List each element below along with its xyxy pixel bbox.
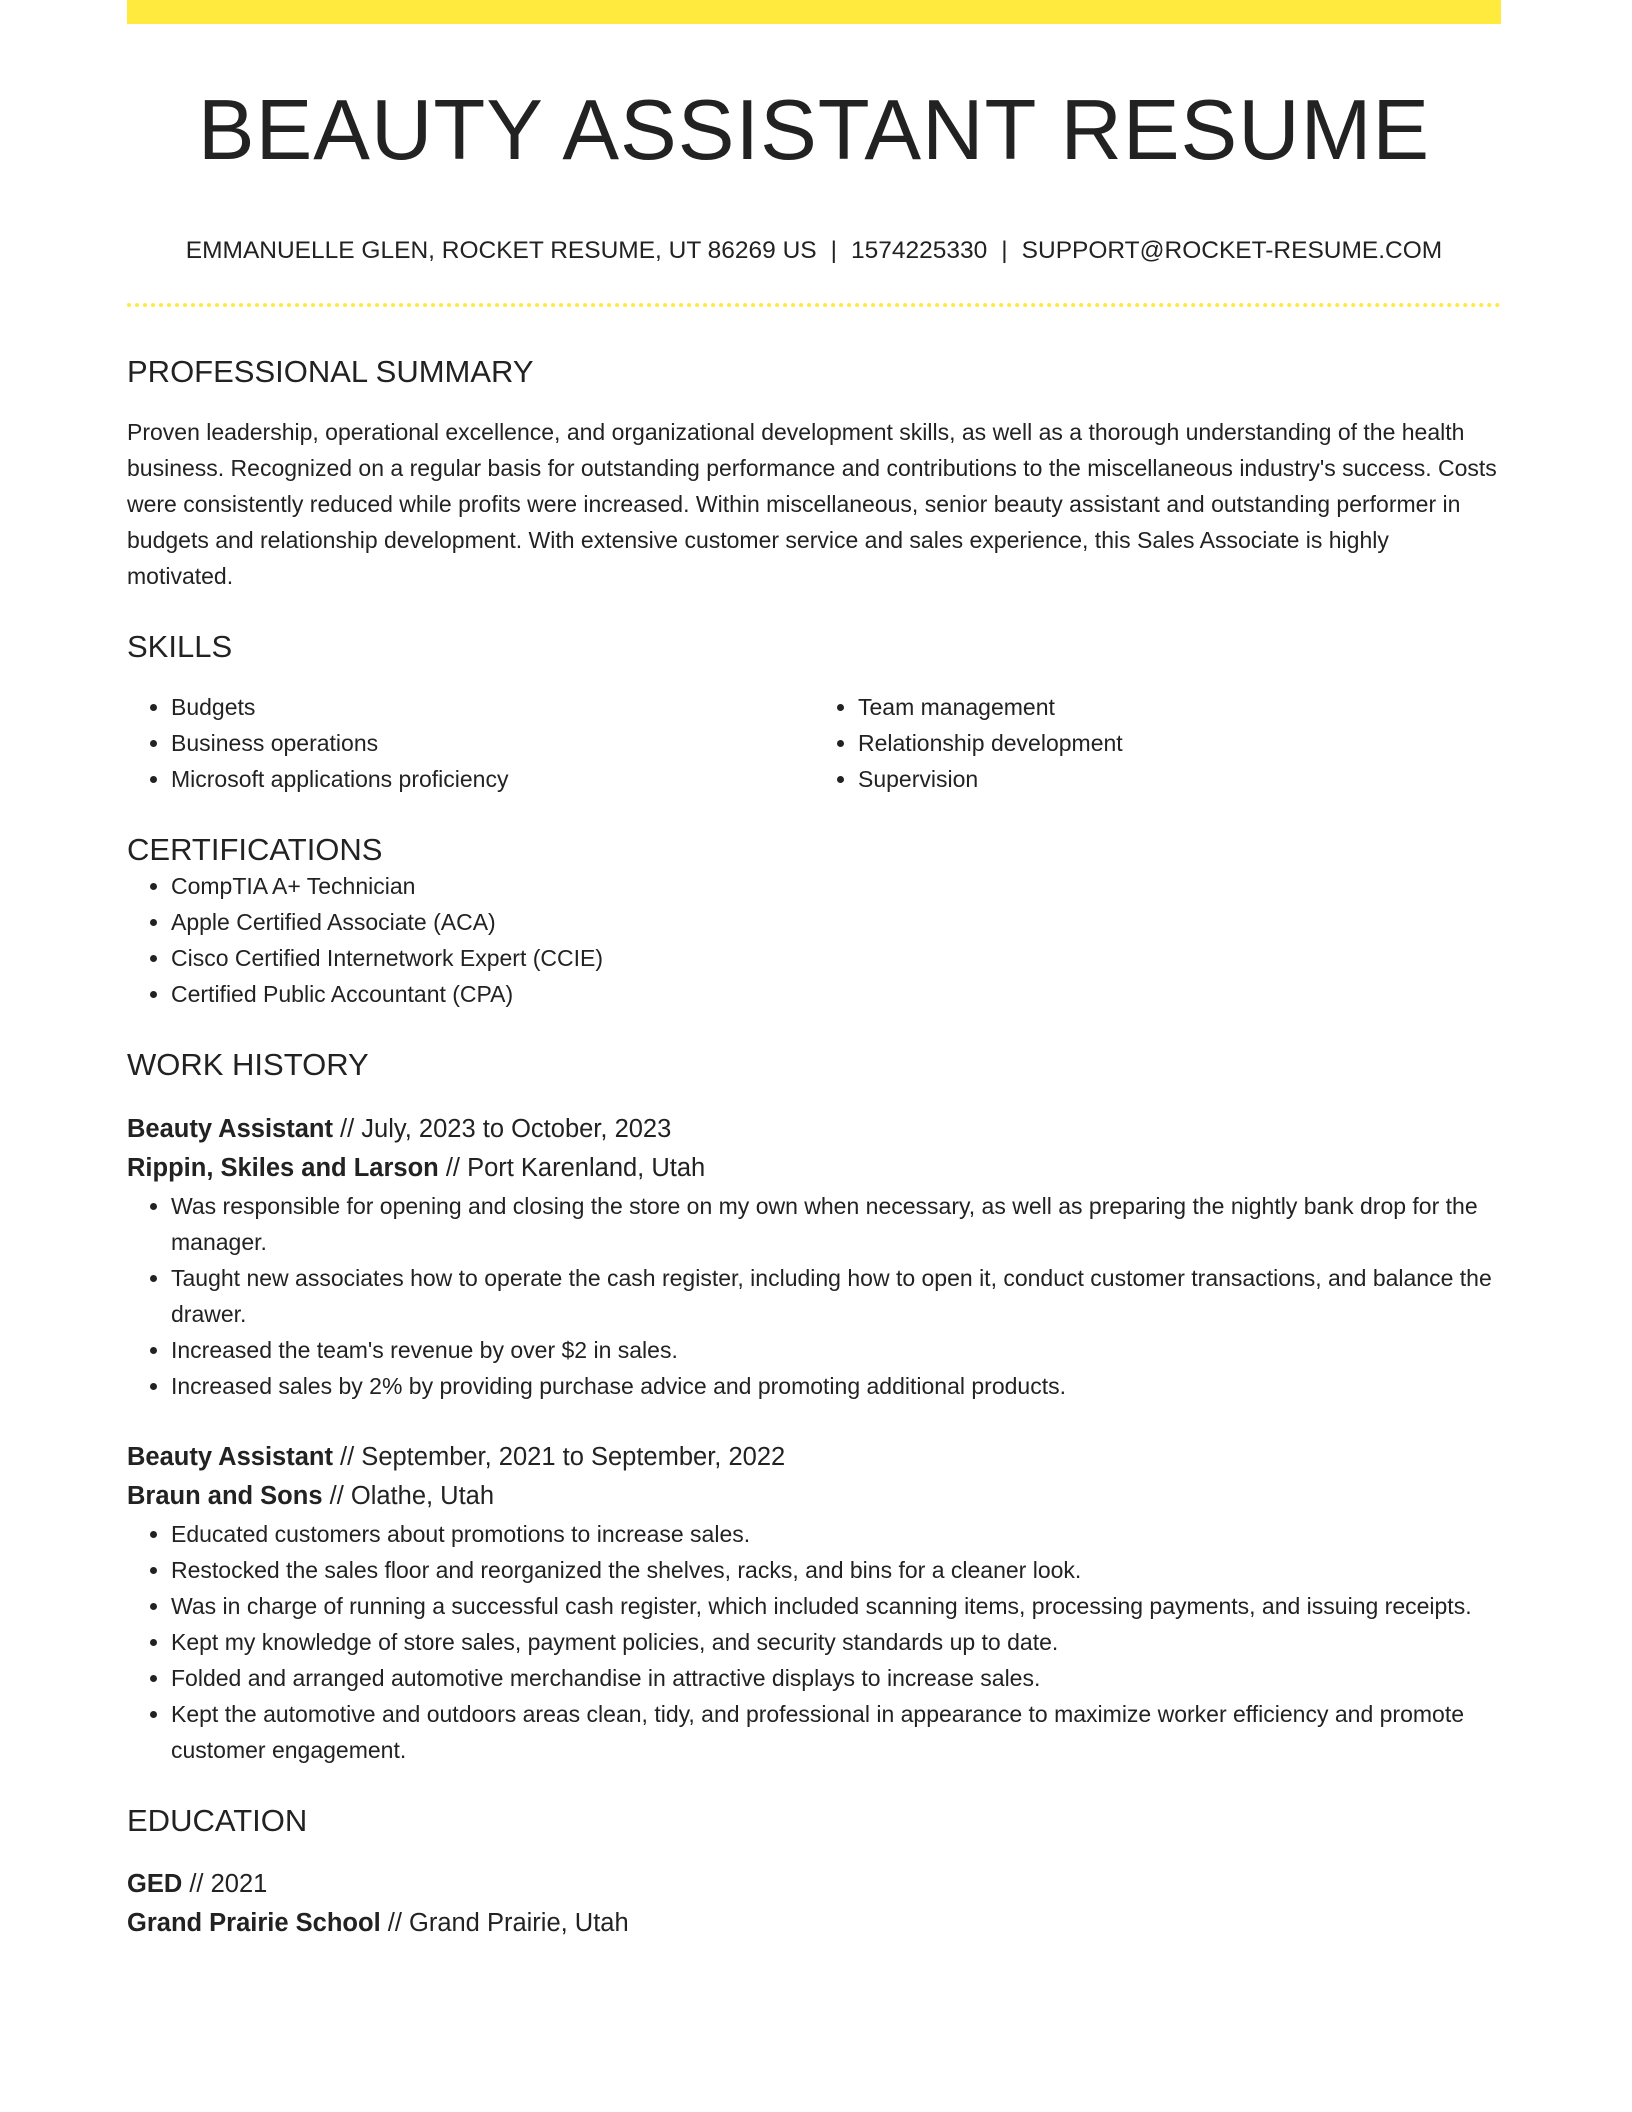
skill-item: • Team management [858, 689, 1501, 725]
resume-page [127, 0, 1501, 1943]
skills-right-list [814, 689, 1501, 797]
job-company-line [127, 1477, 1501, 1516]
job-duty-item: • Increased sales by 2% by providing purchase advice and promoting additional products. [171, 1368, 1501, 1404]
job-company: Braun and Sons [127, 1481, 323, 1510]
job-duty-item: • Restocked the sales floor and reorganized the shelves, racks, and bins for a cleaner look. [171, 1552, 1501, 1588]
resume-title: BEAUTY ASSISTANT RESUME [197, 83, 1431, 178]
job-location: // Olathe, Utah [322, 1481, 495, 1510]
job-title: Beauty Assistant [127, 1114, 333, 1143]
job-company: Rippin, Skiles and Larson [127, 1153, 439, 1182]
skills-left-list [127, 689, 814, 797]
job-title-line [127, 1110, 1501, 1149]
skill-item: • Supervision [858, 761, 1501, 797]
job-duty-item: • Educated customers about promotions to increase sales. [171, 1516, 1501, 1552]
job-duties-list [127, 1188, 1501, 1404]
job-location: // Port Karenland, Utah [438, 1153, 706, 1182]
job-title-line [127, 1438, 1501, 1477]
job-duty-item: • Kept the automotive and outdoors areas clean, tidy, and professional in appearance to maximize worker efficiency and promote customer engagement. [171, 1696, 1501, 1768]
top-accent-bar [127, 0, 1501, 24]
education-location: // Grand Prairie, Utah [380, 1908, 629, 1937]
certification-item: • Apple Certified Associate (ACA) [171, 904, 1501, 940]
contact-separator: | [1001, 236, 1008, 264]
education-year: // 2021 [182, 1869, 268, 1898]
contact-phone: 1574225330 [851, 236, 988, 264]
certification-item: • CompTIA A+ Technician [171, 868, 1501, 904]
job-duties-list [127, 1516, 1501, 1768]
skills-columns [127, 689, 1501, 797]
job-title: Beauty Assistant [127, 1442, 333, 1471]
job-duty-item: • Was in charge of running a successful cash register, which included scanning items, processing payments, and issuing receipts. [171, 1588, 1501, 1624]
job-duty-item: • Taught new associates how to operate the cash register, including how to open it, conduct customer transactions, and balance the drawer. [171, 1260, 1501, 1332]
skill-item: • Budgets [171, 689, 814, 725]
skill-item: • Microsoft applications proficiency [171, 761, 814, 797]
education-school-line [127, 1904, 1501, 1943]
education-degree-line [127, 1865, 1501, 1904]
certifications-list [127, 868, 1501, 1012]
education-school: Grand Prairie School [127, 1908, 381, 1937]
certification-item: • Certified Public Accountant (CPA) [171, 976, 1501, 1012]
skills-heading: SKILLS [127, 629, 233, 665]
dotted-divider [127, 303, 1501, 307]
skill-item: • Business operations [171, 725, 814, 761]
education-heading: EDUCATION [127, 1802, 308, 1838]
job-dates: // July, 2023 to October, 2023 [332, 1114, 672, 1143]
contact-email: SUPPORT@ROCKET-RESUME.COM [1021, 236, 1443, 264]
job-dates: // September, 2021 to September, 2022 [332, 1442, 786, 1471]
job-duty-item: • Was responsible for opening and closing the store on my own when necessary, as well as preparing the nightly bank drop for the manager. [171, 1188, 1501, 1260]
summary-text: Proven leadership, operational excellence, and organizational development skills, as well as a thorough understanding of the health business. Recognized on a regular basis for outstanding performance and contributions to the miscellaneous industry's success. Costs were consistently reduced while profits were increased. Within miscellaneous, senior beauty assistant and outstanding performer in budgets and relationship development. With extensive customer service and sales experience, this Sales Associate is highly motivated. [127, 419, 1497, 590]
contact-line [127, 236, 1501, 265]
skill-item: • Relationship development [858, 725, 1501, 761]
contact-address: EMMANUELLE GLEN, ROCKET RESUME, UT 86269 US [185, 236, 817, 264]
education-degree: GED [127, 1869, 183, 1898]
certification-item: • Cisco Certified Internetwork Expert (CCIE) [171, 940, 1501, 976]
job-duty-item: • Folded and arranged automotive merchandise in attractive displays to increase sales. [171, 1660, 1501, 1696]
work-history-heading: WORK HISTORY [127, 1047, 369, 1083]
summary-heading: PROFESSIONAL SUMMARY [127, 353, 534, 389]
job-company-line [127, 1149, 1501, 1188]
certifications-heading: CERTIFICATIONS [127, 832, 383, 868]
job-duty-item: • Kept my knowledge of store sales, payment policies, and security standards up to date. [171, 1624, 1501, 1660]
contact-separator: | [830, 236, 838, 264]
job-duty-item: • Increased the team's revenue by over $2 in sales. [171, 1332, 1501, 1368]
